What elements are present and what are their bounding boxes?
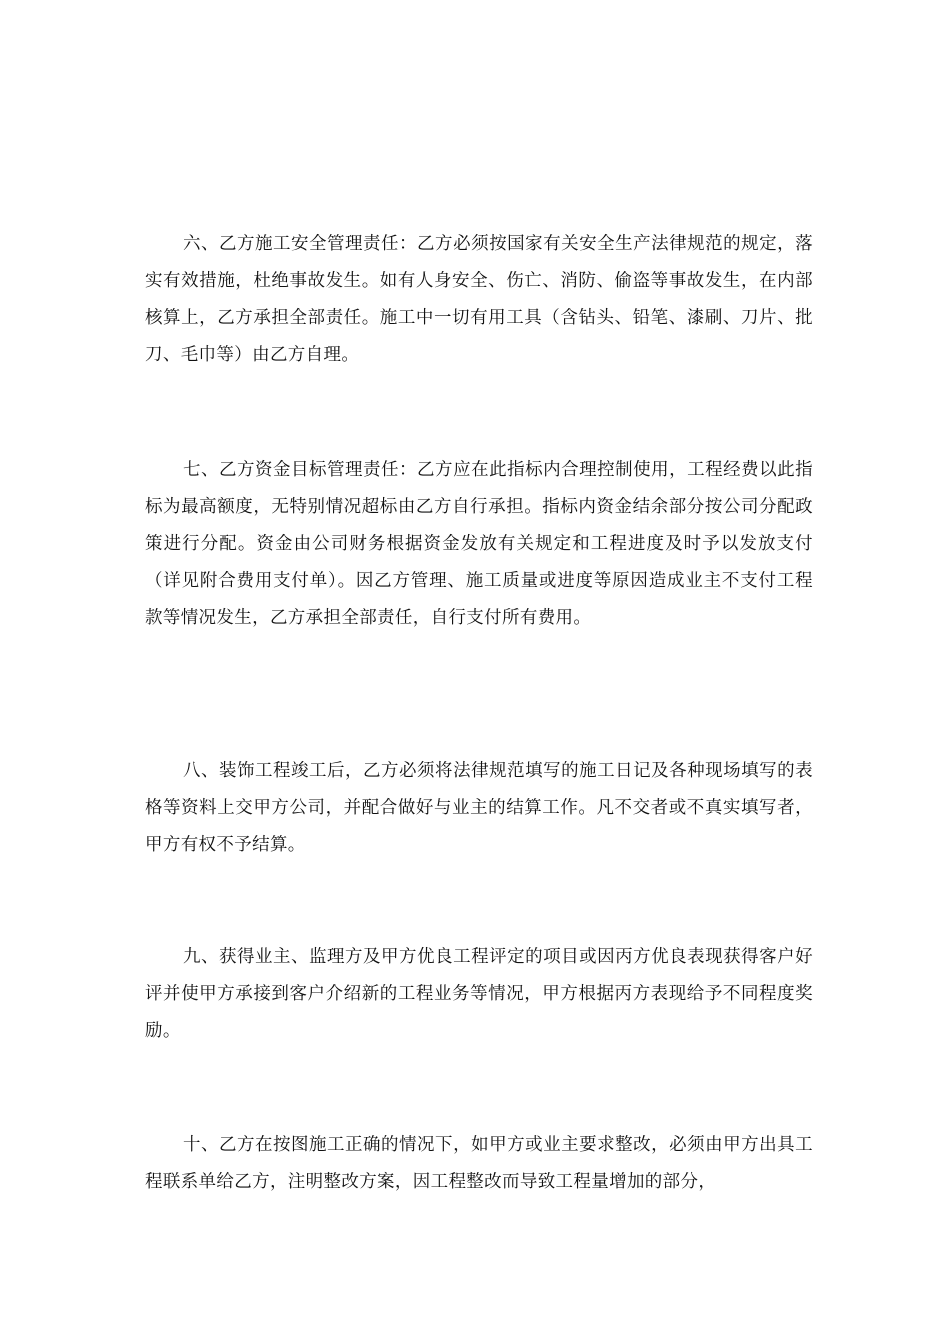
- clause-6-paragraph: 六、乙方施工安全管理责任：乙方必须按国家有关安全生产法律规范的规定，落实有效措施，杜绝事故发生。如有人身安全、伤亡、消防、偷盗等事故发生，在内部核算上，乙方承担全部责任。施工中一切有用工具（含钻头、铅笔、漆刷、刀片、批刀、毛巾等）由乙方自理。: [145, 234, 813, 365]
- clause-7-paragraph: 七、乙方资金目标管理责任：乙方应在此指标内合理控制使用，工程经费以此指标为最高额度，无特别情况超标由乙方自行承担。指标内资金结余部分按公司分配政策进行分配。资金由公司财务根据资金发放有关规定和工程进度及时予以发放支付（详见附合费用支付单）。因乙方管理、施工质量或进度等原因造成业主不支付工程款等情况发生，乙方承担全部责任，自行支付所有费用。: [145, 460, 813, 628]
- clause-10-paragraph: 十、乙方在按图施工正确的情况下，如甲方或业主要求整改，必须由甲方出具工程联系单给乙方，注明整改方案，因工程整改而导致工程量增加的部分，: [145, 1135, 813, 1192]
- clause-8-paragraph: 八、装饰工程竣工后，乙方必须将法律规范填写的施工日记及各种现场填写的表格等资料上交甲方公司，并配合做好与业主的结算工作。凡不交者或不真实填写者，甲方有权不予结算。: [145, 761, 813, 855]
- clause-9-paragraph: 九、获得业主、监理方及甲方优良工程评定的项目或因丙方优良表现获得客户好评并使甲方承接到客户介绍新的工程业务等情况，甲方根据丙方表现给予不同程度奖励。: [145, 947, 813, 1041]
